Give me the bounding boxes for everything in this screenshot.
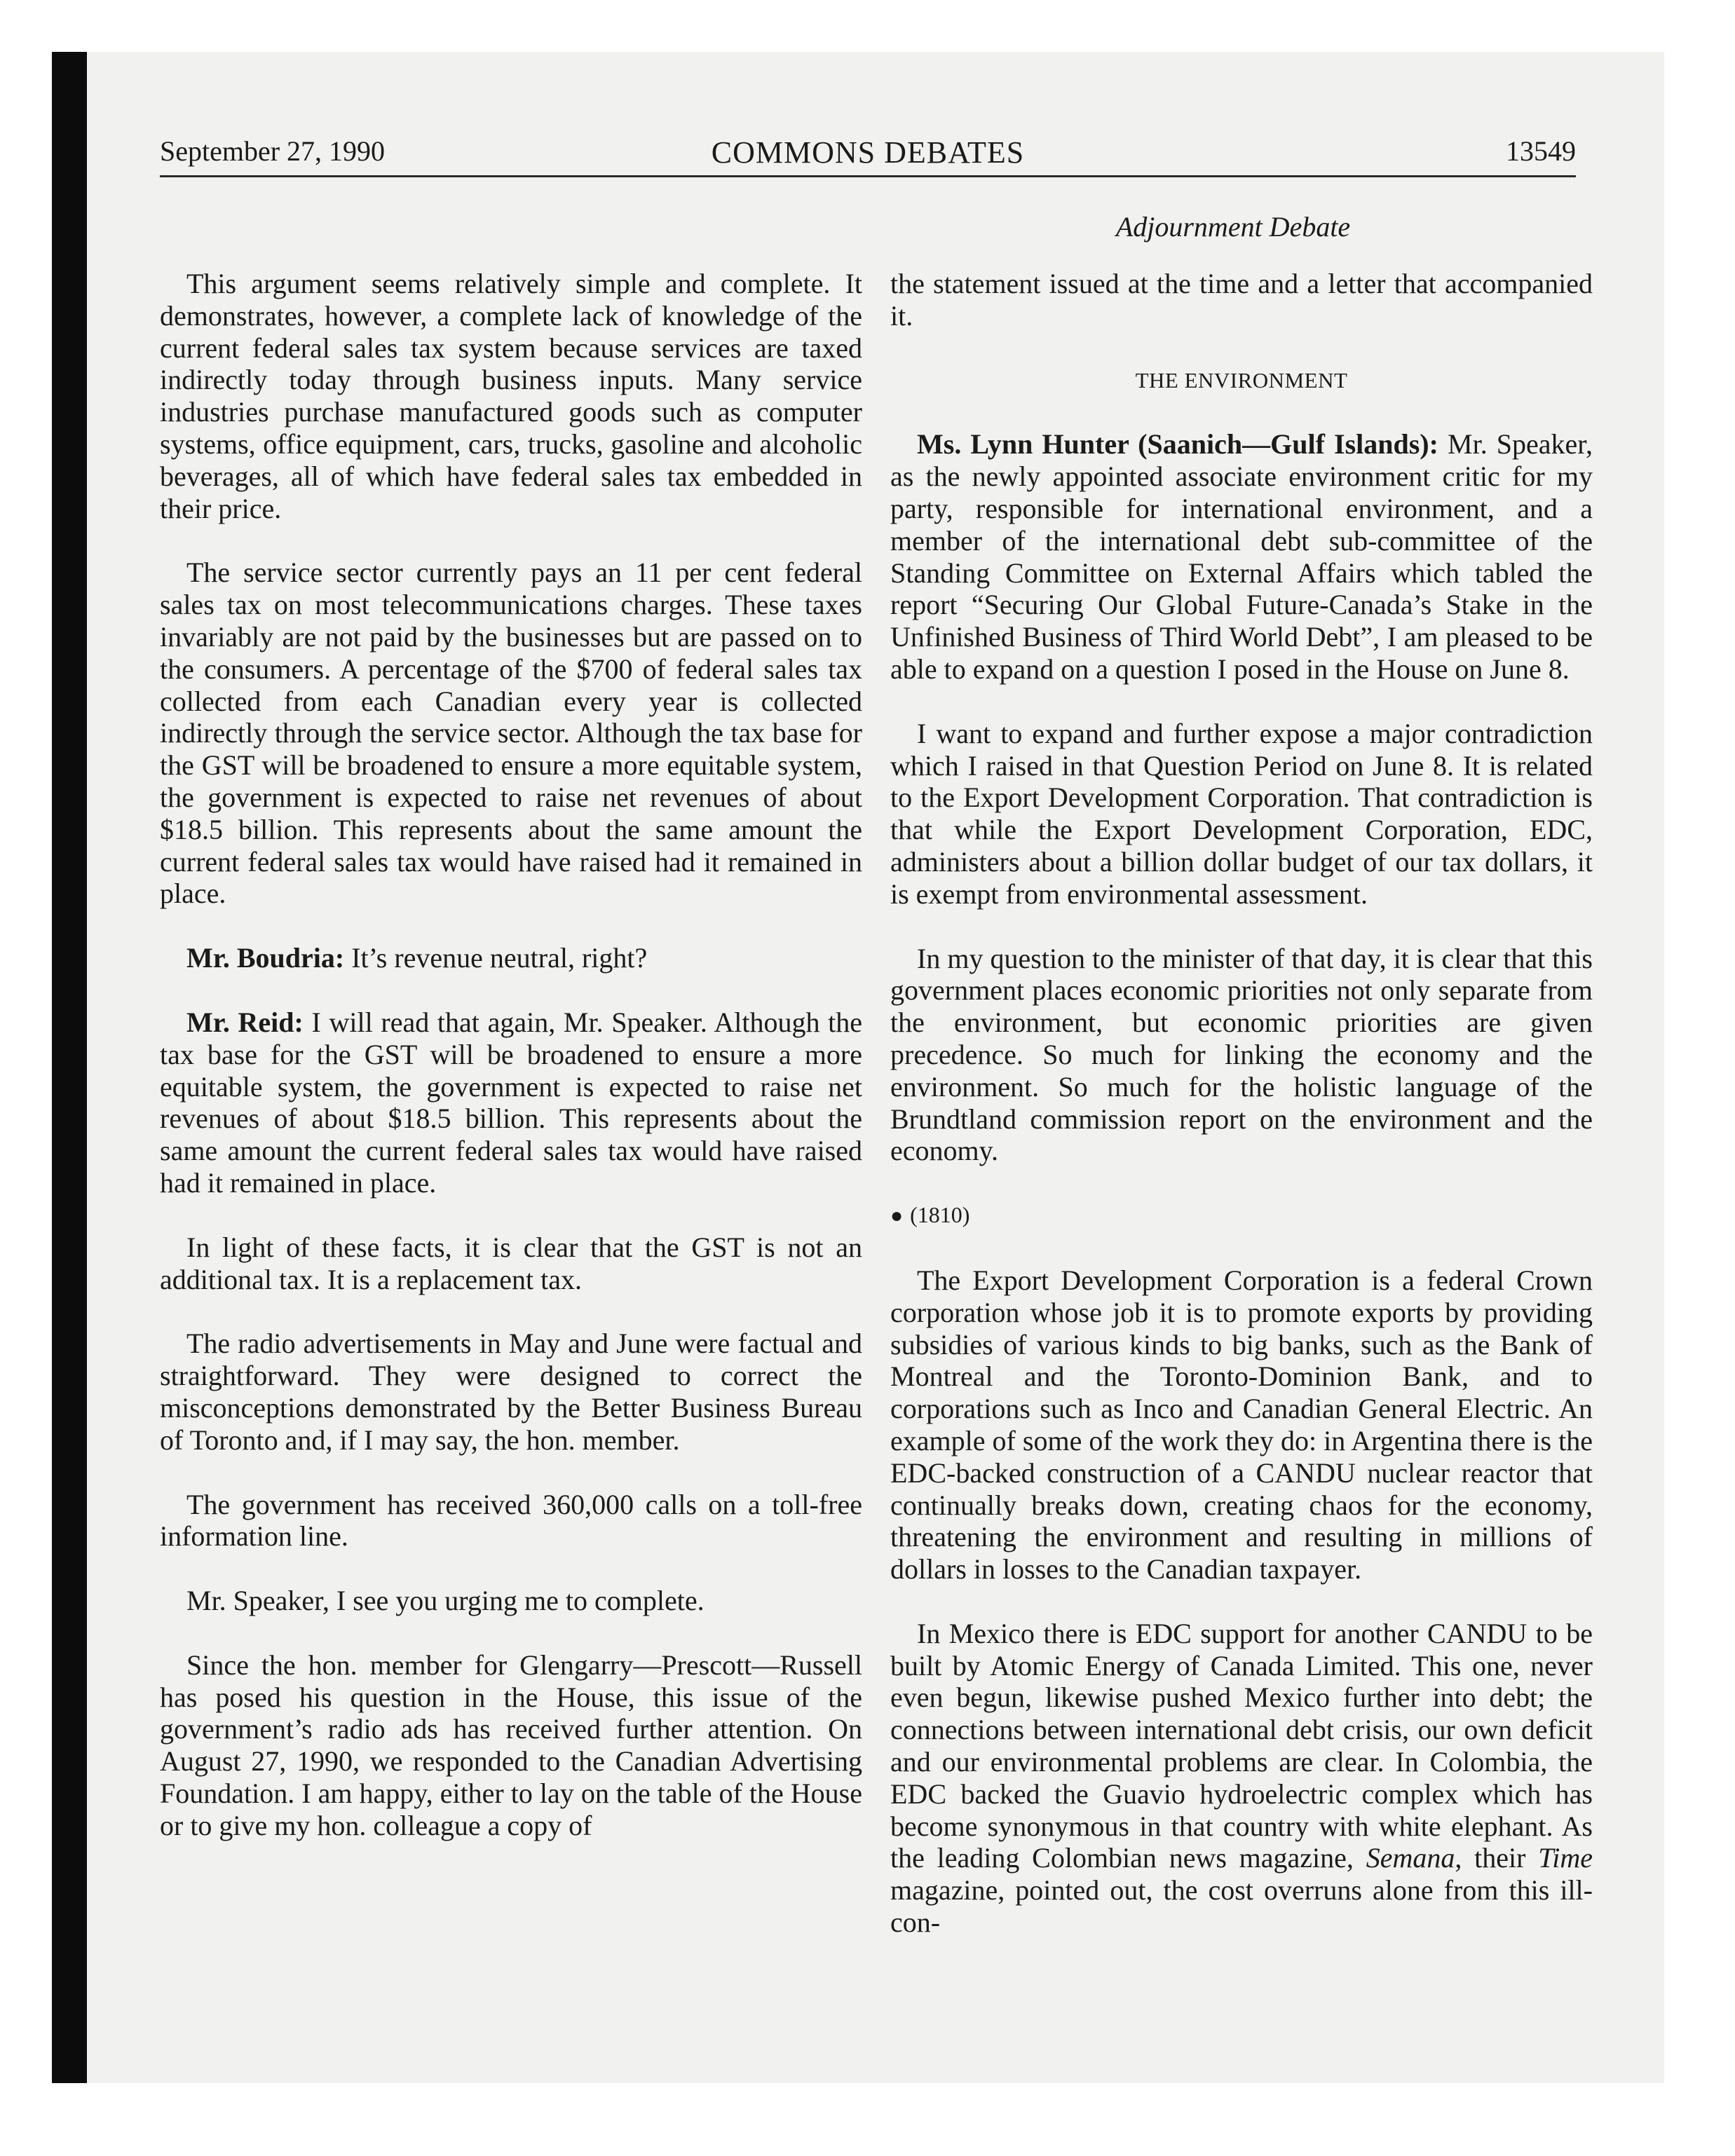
header-date: September 27, 1990 bbox=[160, 135, 386, 167]
paragraph: This argument seems relatively simple and complete. It demonstrates, however, a complete lack of knowledge of the current federal sales tax system because services are taxed indirectly today through business inputs. Many service industries purchase manufactured goods such as computer systems, office equipment, cars, trucks, gasoline and alcoholic beverages, all of which have federal sales tax embedded in their price. bbox=[160, 268, 862, 524]
speaker-name: Ms. Lynn Hunter (Saanich—Gulf Islands): bbox=[917, 428, 1438, 460]
paragraph bbox=[890, 428, 1593, 685]
page-header bbox=[160, 130, 1576, 177]
paragraph: In my question to the minister of that day, it is clear that this government places economic priorities not only separate from the environment, but economic priorities are given precedence. So much for linking the economy and the environment. So much for the holistic language of the Brundtland commission report on the environment and the economy. bbox=[890, 942, 1593, 1167]
paragraph: In light of these facts, it is clear that the GST is not an additional tax. It is a replacement tax. bbox=[160, 1231, 862, 1295]
header-page-number: 13549 bbox=[1506, 135, 1576, 167]
paragraph: Mr. Speaker, I see you urging me to complete. bbox=[186, 1585, 705, 1617]
paragraph: Since the hon. member for Glengarry—Prescott—Russell has posed his question in the House, this issue of the government’s radio ads has received further attention. On August 27, 1990, we responded to the Canadian Advertising Foundation. I am happy, either to lay on the table of the House or to give my hon. colleague a copy of bbox=[160, 1649, 862, 1841]
timestamp bbox=[890, 1199, 1593, 1232]
speech-text: , their bbox=[1455, 1842, 1539, 1874]
paragraph: The Export Development Corporation is a federal Crown corporation whose job it is to promote exports by providing subsidies of various kinds to big banks, such as the Bank of Montreal and the Toronto-Dominion Bank, and to corporations such as Inco and Canadian General Electric. An example of some of the work they do: in Argentina there is the EDC-backed construction of a CANDU nuclear reactor that continually breaks down, creating chaos for the economy, threatening the environment and resulting in millions of dollars in losses to the Canadian taxpayer. bbox=[890, 1264, 1593, 1585]
timestamp-text: (1810) bbox=[910, 1202, 970, 1228]
paragraph: The radio advertisements in May and June were factual and straightforward. They were designed to correct the misconceptions demonstrated by the Better Business Bureau of Toronto and, if I may say, the hon. member. bbox=[160, 1328, 862, 1456]
speech-text: magazine, pointed out, the cost overruns alone from this ill-con- bbox=[890, 1874, 1593, 1939]
paragraph: The government has received 360,000 calls on a toll-free information line. bbox=[160, 1488, 862, 1553]
paragraph bbox=[160, 942, 862, 974]
left-column bbox=[160, 268, 862, 1874]
speech-text: In Mexico there is EDC support for another CANDU to be built by Atomic Energy of Canada Limited. This one, never even begun, likewise pushed Mexico further into debt; the connections between international debt crisis, our own deficit and our environmental problems are clear. In Colombia, the EDC backed the Guavio hydroelectric complex which has become synonymous in that country with white elephant. As the leading Colombian news magazine, bbox=[890, 1617, 1593, 1874]
paragraph: The service sector currently pays an 11 per cent federal sales tax on most telecommunications charges. These taxes invariably are not paid by the businesses but are passed on to the consumers. A percentage of the $700 of federal sales tax collected from each Canadian every year is collected indirectly through the service sector. Although the tax base for the GST will be broadened to ensure a more equitable system, the government is expected to raise net revenues of about $18.5 billion. This represents about the same amount the current federal sales tax would have raised had it remained in place. bbox=[160, 557, 862, 910]
speaker-name: Mr. Boudria: bbox=[186, 942, 345, 974]
paragraph bbox=[890, 1618, 1593, 1939]
speaker-name: Mr. Reid: bbox=[186, 1006, 304, 1038]
section-heading: Adjournment Debate bbox=[1115, 211, 1351, 243]
header-title: COMMONS DEBATES bbox=[711, 135, 1025, 170]
publication-name: Time bbox=[1538, 1842, 1593, 1874]
paragraph: the statement issued at the time and a letter that accompanied it. bbox=[890, 268, 1593, 332]
speech-text: Mr. Speaker, as the newly appointed associate environment critic for my party, responsible for international environment, and a member of the international debt sub-committee of the Standing Committee on External Affairs which tabled the report “Securing Our Global Future-Canada’s Stake in the Unfinished Business of Third World Debt”, I am pleased to be able to expand on a question I posed in the House on June 8. bbox=[890, 428, 1593, 685]
paragraph bbox=[160, 1007, 862, 1199]
paragraph: I want to expand and further expose a major contradiction which I raised in that Question Period on June 8. It is related to the Export Development Corporation. That contradiction is that while the Export Development Corporation, EDC, administers about a billion dollar budget of our tax dollars, it is exempt from environmental assessment. bbox=[890, 717, 1593, 910]
right-column bbox=[890, 268, 1593, 1971]
speech-text: I will read that again, Mr. Speaker. Although the tax base for the GST will be broadened to ensure a more equitable system, the government is expected to raise net revenues of about $18.5 billion. This represents about the same amount the current federal sales tax would have raised had it remained in place. bbox=[160, 1006, 862, 1199]
scan-binding-edge bbox=[52, 52, 87, 2083]
speech-text: It’s revenue neutral, right? bbox=[344, 942, 648, 974]
subheading-the-environment: THE ENVIRONMENT bbox=[1135, 367, 1348, 393]
publication-name: Semana bbox=[1366, 1842, 1455, 1874]
bullet-icon: ● bbox=[890, 1204, 904, 1228]
